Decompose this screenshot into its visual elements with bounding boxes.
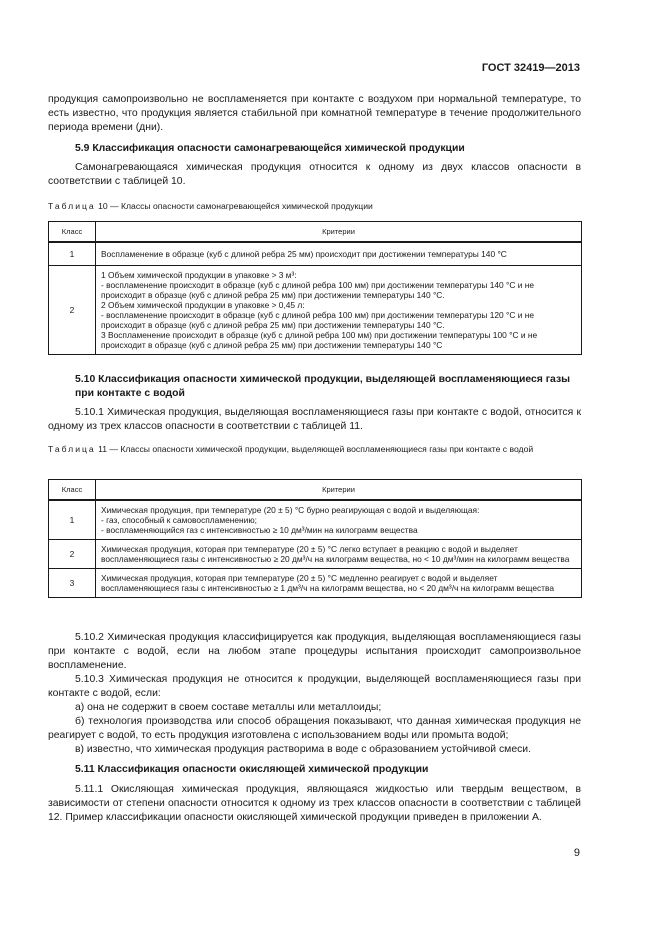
document-id-header: ГОСТ 32419—2013 xyxy=(481,62,580,74)
list-item: б) технология производства или способ обращения показывают, что данная химическая продукция не реагирует с водой, то есть продукция изготовлена с использованием воды или промыта водой; xyxy=(48,716,581,741)
criteria-line: - газ, способный к самовоспламенению; xyxy=(101,515,257,525)
table-row xyxy=(49,242,582,266)
page-number: 9 xyxy=(573,847,580,859)
table-11-caption-text: 11 — Классы опасности химической продукции, выделяющей воспламеняющиеся газы при контакте с водой xyxy=(98,444,534,454)
criteria-line: 2 Объем химической продукции в упаковке > 0,45 л: xyxy=(101,300,305,310)
criteria-line: - воспламенение происходит в образце (куб с длиной ребра 100 мм) при достижении температуры 140 °С и не происходит в образце (куб с длиной ребра 25 мм) при достижении температуры 140 °С. xyxy=(101,280,535,300)
table-11-head-class: Класс xyxy=(49,480,96,501)
table-11-header-row xyxy=(49,480,582,501)
table-row xyxy=(49,569,582,598)
table-10-caption-text: 10 — Классы опасности самонагревающейся химической продукции xyxy=(98,201,373,211)
criteria-line: - воспламенение происходит в образце (куб с длиной ребра 100 мм) при достижении температуры 120 °С и не происходит в образце (куб с длиной ребра 25 мм) при достижении температуры 140 °С. xyxy=(101,310,535,330)
criteria-line: Химическая продукция, которая при температуре (20 ± 5) °С медленно реагирует с водой и выделяет воспламеняющиеся газы с интенсивностью ≥ 1 дм³/ч на килограмм вещества, но < 20 дм³/ч на килограмм вещества xyxy=(101,573,555,593)
table-10-class-cell: 2 xyxy=(49,266,96,355)
table-10-criteria-cell xyxy=(96,266,582,355)
table-11-caption-word: Таблица xyxy=(48,444,96,454)
table-11-caption xyxy=(48,444,581,455)
intro-paragraph: продукция самопроизвольно не воспламеняется при контакте с воздухом при нормальной температуре, то есть известно, что продукция является стабильной при комнатной температуре в течение продолжительного периода времени (дни). xyxy=(48,94,581,133)
list-item: а) она не содержит в своем составе металлы или металлоиды; xyxy=(75,702,382,713)
criteria-line: Воспламенение в образце (куб с длиной ребра 25 мм) происходит при достижении температуры 140 °С xyxy=(101,249,507,259)
table-11-class-cell: 2 xyxy=(49,540,96,569)
table-10-caption xyxy=(48,201,581,212)
table-10-class-cell: 1 xyxy=(49,242,96,266)
table-10-head-class: Класс xyxy=(49,222,96,243)
table-10-caption-word: Таблица xyxy=(48,201,96,211)
criteria-line: - воспламеняющийся газ с интенсивностью ≥ 10 дм³/мин на килограмм вещества xyxy=(101,525,418,535)
table-11-criteria-cell xyxy=(96,500,582,540)
table-11 xyxy=(48,479,582,598)
section-5-9-paragraph: Самонагревающаяся химическая продукция относится к одному из двух классов опасности в соответствии с таблицей 10. xyxy=(48,162,581,187)
table-11-class-cell: 1 xyxy=(49,500,96,540)
table-11-criteria-cell xyxy=(96,540,582,569)
section-5-11-1-paragraph: 5.11.1 Окисляющая химическая продукция, являющаяся жидкостью или твердым веществом, в зависимости от степени опасности относится к одному из трех классов опасности в соответствии с таблицей 12. Пример классификации опасности окисляющей химической продукции приведен в приложении А. xyxy=(48,784,581,823)
section-5-9-heading: 5.9 Классификация опасности самонагревающейся химической продукции xyxy=(75,143,465,154)
table-10-head-criteria: Критерии xyxy=(96,222,582,243)
criteria-line: 1 Объем химической продукции в упаковке > 3 м³: xyxy=(101,270,297,280)
criteria-line: Химическая продукция, при температуре (20 ± 5) °С бурно реагирующая с водой и выделяющая: xyxy=(101,505,480,515)
section-5-11-heading: 5.11 Классификация опасности окисляющей химической продукции xyxy=(75,764,429,775)
table-10-header-row xyxy=(49,222,582,243)
section-5-10-heading: 5.10 Классификация опасности химической продукции, выделяющей воспламеняющиеся газы при контакте с водой xyxy=(75,374,570,399)
table-10 xyxy=(48,221,582,355)
table-11-class-cell: 3 xyxy=(49,569,96,598)
table-row xyxy=(49,500,582,540)
criteria-line: Химическая продукция, которая при температуре (20 ± 5) °С легко вступает в реакцию с водой и выделяет воспламеняющиеся газы с интенсивностью ≥ 20 дм³/ч на килограмм вещества, но < 10 дм³/мин на килограмм вещества xyxy=(101,544,570,564)
table-10-criteria-cell xyxy=(96,242,582,266)
section-5-10-2-paragraph: 5.10.2 Химическая продукция классифицируется как продукция, выделяющая воспламеняющиеся газы при контакте с водой, если на любом этапе процедуры испытания происходит самопроизвольное воспламенение. xyxy=(48,632,581,671)
section-5-10-3-paragraph: 5.10.3 Химическая продукция не относится к продукции, выделяющей воспламеняющиеся газы при контакте с водой, если: xyxy=(48,674,581,699)
table-row xyxy=(49,266,582,355)
list-item: в) известно, что химическая продукция растворима в воде с образованием устойчивой смеси. xyxy=(75,744,531,755)
section-5-10-1-paragraph: 5.10.1 Химическая продукция, выделяющая воспламеняющиеся газы при контакте с водой, относится к одному из трех классов опасности в соответствии с таблицей 11. xyxy=(48,407,581,432)
table-11-criteria-cell xyxy=(96,569,582,598)
table-11-head-criteria: Критерии xyxy=(96,480,582,501)
criteria-line: 3 Воспламенение происходит в образце (куб с длиной ребра 100 мм) при достижении температуры 100 °С и не происходит в образце (куб с длиной ребра 25 мм) при достижении температуры 140 °С xyxy=(101,330,538,350)
section-5-10-3-list xyxy=(48,701,581,757)
table-row xyxy=(49,540,582,569)
